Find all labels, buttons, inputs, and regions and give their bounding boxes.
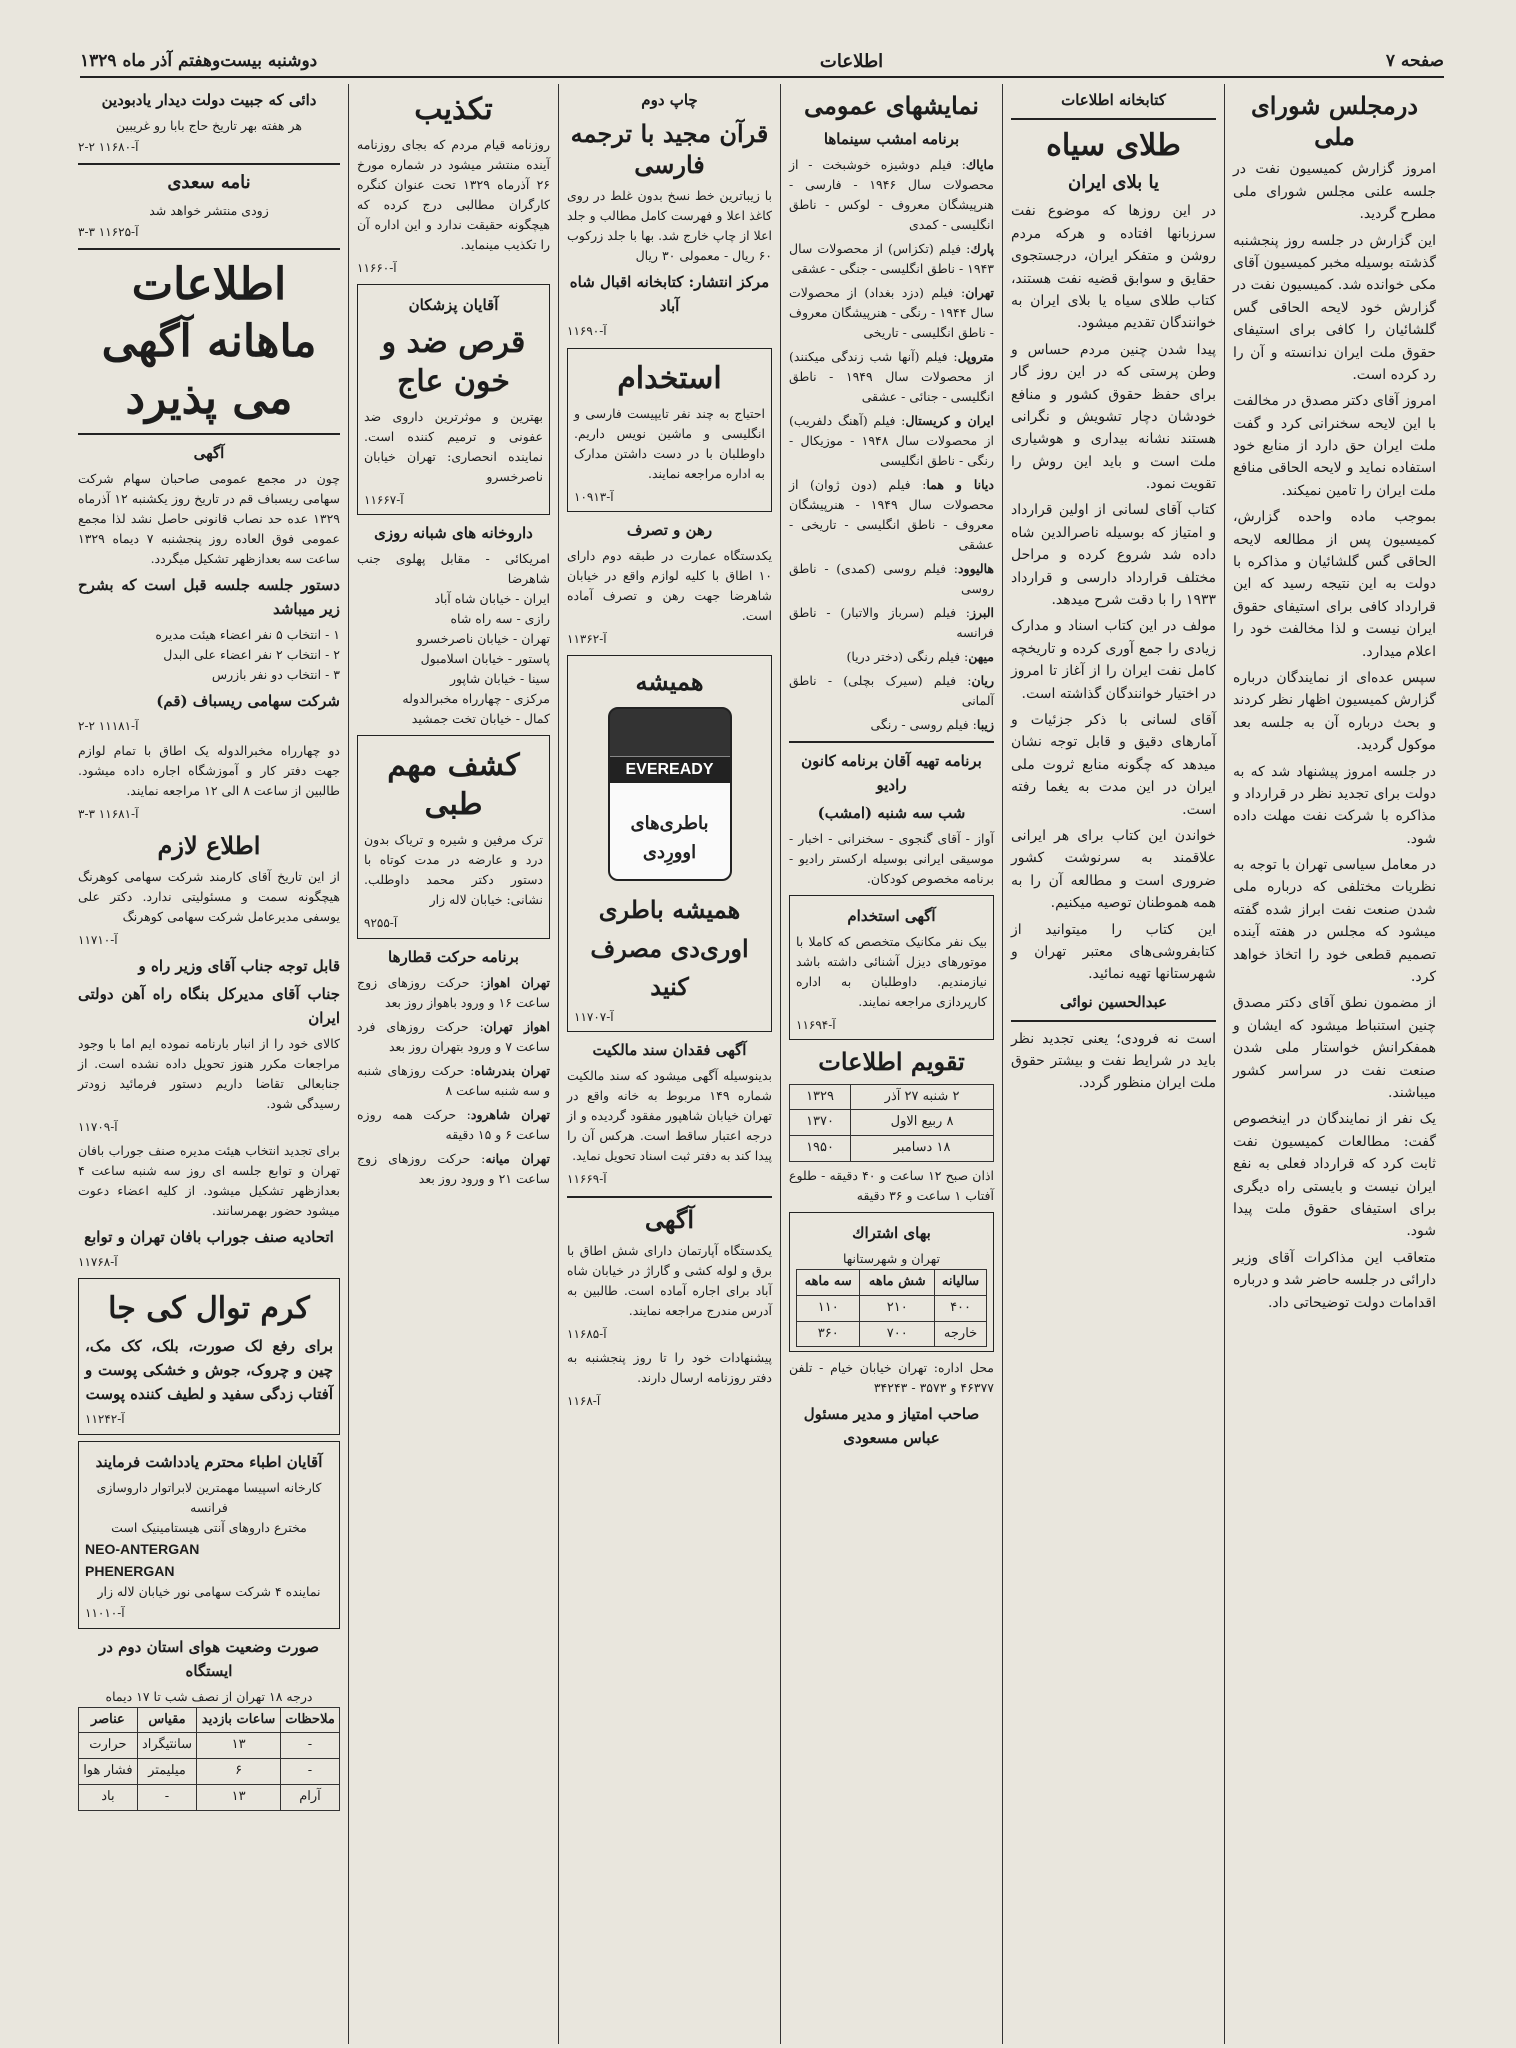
condolence-subtitle: هر هفته بهر تاریخ حاج بابا رو غریبین bbox=[116, 118, 302, 133]
ad-reference: آ-۱۱۶۸۰ ۲-۲ bbox=[78, 140, 139, 154]
pharmacies-title: داروخانه های شبانه روزی bbox=[374, 524, 533, 543]
agenda-title: دستور جلسه جلسه قبل است که بشرح زیر میباشد bbox=[78, 576, 340, 619]
cinema-item: تهران: فیلم (دزد بغداد) از محصولات سال ۱۹۴۴ - رنگی - هنرپیشگان معروف - ناطق انگلیسی - تاریخی bbox=[789, 285, 994, 341]
book-paragraph: این کتاب را میتوانید از کتابفروشی‌های معتبر تهران و شهرستانها تهیه نمائید. bbox=[1011, 921, 1216, 983]
cinema-item: میهن: فیلم رنگی (دختر دریا) bbox=[846, 649, 994, 665]
pharma-ad bbox=[78, 1441, 340, 1629]
saadi-text: زودی منتشر خواهد شد bbox=[149, 202, 269, 218]
list-item: کمال - خیابان تخت جمشید bbox=[411, 711, 550, 727]
ad-reference: آ-۱۱۶۶۹ bbox=[567, 1172, 607, 1187]
notice-title: آگهی bbox=[644, 1204, 695, 1234]
book-paragraph: خواندن این کتاب برای هر ایرانی علاقمند به سرنوشت کشور ضروری است و مطالعه آن را به همه هموطنان توصیه میکنیم. bbox=[1011, 827, 1216, 912]
table-row: ۸ ربیع الاول ۱۳۷۰ bbox=[790, 1110, 994, 1136]
book-title: طلای سیاه bbox=[1046, 128, 1181, 163]
discovery-title: کشف مهم طبی bbox=[387, 748, 520, 823]
list-item: ۱ - انتخاب ۵ نفر اعضاء هیئت مدیره bbox=[155, 627, 340, 643]
hire-ad-box bbox=[789, 895, 994, 1040]
cinema-name: ماياك bbox=[965, 157, 994, 173]
discovery-ad bbox=[357, 735, 550, 938]
cinema-name: ریان bbox=[971, 673, 995, 689]
cinema-name: تهران bbox=[965, 285, 994, 301]
ad-reference: آ-۱۱۲۴۲ bbox=[85, 1412, 125, 1427]
table-row: - ۶ میلیمتر فشار هوا bbox=[79, 1759, 340, 1785]
divider bbox=[1011, 118, 1216, 120]
divider bbox=[789, 741, 994, 743]
cinema-item: متروپل: فیلم (آنها شب زندگی میکنند) از محصولات سال ۱۹۴۹ - ناطق انگلیسی - جنائی - عشقی bbox=[789, 349, 995, 405]
cinemas-title: نمایشهای عمومی bbox=[804, 91, 979, 120]
list-item: پاستور - خیابان اسلامبول bbox=[420, 651, 550, 667]
cinema-name: هالیوود bbox=[957, 561, 995, 577]
list-item: سینا - خیابان شاپور bbox=[450, 671, 550, 687]
column-book bbox=[1002, 84, 1224, 2044]
cinema-item: ریان: فیلم (سیرک بچلی) - ناطق آلمانی bbox=[789, 673, 995, 709]
date-line: دوشنبه بیست‌وهفتم آذر ماه ۱۳۲۹ bbox=[80, 51, 318, 71]
table-row: ۴۰۰ ۲۱۰ ۱۱۰ bbox=[797, 1295, 987, 1321]
cinema-item: زیبا: فیلم روسی - رنگی bbox=[870, 717, 994, 733]
cinema-name: ایران و کریستال bbox=[905, 413, 995, 429]
battery-label: باطری‌های اوورِدی bbox=[630, 813, 709, 862]
ad-reference: آ-۱۱۶۲۵ ۳-۳ bbox=[78, 224, 139, 239]
tablet-ad-text: بهترین و موثرترین داروی ضد عفونی و ترمیم کننده است. نماینده انحصاری: تهران خیابان ناصرخسرو bbox=[364, 409, 543, 485]
calendar-title: تقویم اطلاعات bbox=[818, 1047, 965, 1077]
ad-reference: آ-۱۱۶۹۰ bbox=[567, 324, 607, 339]
subscription-subtitle: تهران و شهرستانها bbox=[842, 1250, 940, 1266]
train-item: تهران بندرشاه: حرکت روزهای شنبه و سه شنبه ساعت ۸ bbox=[357, 1062, 551, 1098]
train-route: تهران شاهرود bbox=[470, 1106, 550, 1122]
ad-reference: آ-۹۲۵۵ bbox=[364, 916, 398, 931]
list-item: تهران - خیابان ناصرخسرو bbox=[416, 631, 550, 647]
pharmacy-list bbox=[357, 549, 550, 729]
parliament-paragraph: این گزارش در جلسه روز پنجشنبه گذشته بوسیله مخبر کمیسیون آقای مکی خوانده شد. کمیسیون نفت در گزارش خود لایحه الحاقی گس گلشائیان را کافی برای استیفای حقوق ملت ایران ندانسته و آن را رد کرده است. bbox=[1233, 232, 1436, 383]
required-title: اطلاع لازم bbox=[157, 830, 261, 860]
train-item: تهران شاهرود: حرکت همه روزه ساعت ۶ و ۱۵ دقیقه bbox=[357, 1106, 550, 1142]
parliament-paragraph: متعاقب این مذاکرات آقای وزیر دارائی در جلسه حاضر شد و درباره اقدامات دولت توضیحاتی داد. bbox=[1233, 1249, 1436, 1311]
masthead bbox=[80, 46, 1444, 78]
ad-reference: آ-۱۱۶۶۰ bbox=[357, 261, 397, 275]
cream-title: کرم توال کی جا bbox=[108, 1291, 310, 1327]
pharma-line: مخترع داروهای آنتی هیستامینیک است bbox=[111, 1519, 307, 1535]
cinema-list bbox=[789, 155, 994, 735]
hire-title: استخدام bbox=[617, 360, 722, 396]
quran-center: مرکز انتشار: کتابخانه اقبال شاه آباد bbox=[569, 273, 770, 316]
ad-reference: آ-۱۱۶۸۵ bbox=[567, 1326, 607, 1341]
paper-name: اطلاعات bbox=[819, 50, 884, 72]
drug-name: PHENERGAN bbox=[85, 1563, 175, 1580]
train-route: تهران میانه bbox=[485, 1150, 550, 1166]
ad-reference: آ-۱۱۶۹۴ bbox=[796, 1018, 836, 1033]
column-ads-middle bbox=[558, 84, 780, 2044]
table-row: ۱۸ دسامبر ۱۹۵۰ bbox=[790, 1136, 994, 1162]
quran-text: با زیباترین خط نسخ بدون غلط در روی کاغذ اعلا و فهرست کامل مطالب و جلد اعلا از چاپ خارج شد. بها با جلد زرکوب ۶۰ ریال - معمولی ۳۰ ریال bbox=[567, 188, 772, 264]
sale-text: یکدستگاه عمارت در طبقه دوم دارای ۱۰ اطاق با کلیه لوازم واقع در خیابان شاهرضا جهت رهن و تصرف آماده است. bbox=[567, 547, 772, 623]
hire-text: احتیاج به چند نفر تایپیست فارسی و انگلیسی و ماشین نویس داریم. داوطلبان با در دست داشتن مدارک به اداره مراجعه نمایند. bbox=[574, 405, 765, 481]
notice-text: چون در مجمع عمومی صاحبان سهام شرکت سهامی ریسباف قم در تاریخ روز یکشنبه ۱۲ آذرماه ۱۳۲۹ عده حد نصاب قانونی حاصل نشد لذا مجمع عمومی فوق العاده روز پنجشنبه ۷ دیماه ۱۳۲۹ ساعت سه بعدازظهر تشکیل میگردد. bbox=[78, 471, 340, 567]
table-row: ملاحظات ساعات بازدید مقیاس عناصر bbox=[79, 1707, 340, 1733]
ad-reference: آ-۱۱۷۰۹ bbox=[78, 1120, 118, 1135]
cinema-name: میهن bbox=[968, 649, 994, 665]
quran-title: قرآن مجید با ترجمه فارسی bbox=[570, 119, 769, 180]
cinema-name: دیانا و هما bbox=[926, 477, 994, 493]
table-row: خارجه ۷۰۰ ۳۶۰ bbox=[797, 1321, 987, 1347]
train-item: اهواز تهران: حرکت روزهای فرد ساعت ۷ و ورود بتهران روز بعد bbox=[357, 1018, 550, 1054]
cinema-info: فیلم روسی (کمدی) - ناطق روسی bbox=[789, 561, 994, 597]
calendar-note: اذان صبح ۱۲ ساعت و ۴۰ دقیقه - طلوع آفتاب ۱ ساعت و ۳۶ دقیقه bbox=[789, 1167, 994, 1203]
drug-name: NEO-ANTERGAN bbox=[85, 1540, 200, 1557]
cinema-info: فیلم (سیرک بچلی) - ناطق آلمانی bbox=[789, 673, 994, 709]
cream-ad bbox=[78, 1278, 340, 1434]
parliament-paragraph: از مضمون نطق آقای دکتر مصدق چنین استنباط میشود که ایشان و همفکرانش خواستار ملی شدن صنعت نفت در سراسر کشور میباشند. bbox=[1233, 995, 1436, 1101]
table-row: - ۱۳ سانتیگراد حرارت bbox=[79, 1733, 340, 1759]
cinema-name: متروپل bbox=[957, 349, 995, 365]
train-info: حرکت روزهای زوج ساعت ۲۱ و ورود روز بعد bbox=[357, 1150, 550, 1186]
column-notices bbox=[348, 84, 558, 2044]
column-classifieds bbox=[70, 84, 348, 2044]
hire-box bbox=[567, 348, 772, 512]
ad-reference: آ-۱۰۹۱۳ bbox=[574, 489, 614, 504]
radio-text: آواز - آقای گنجوی - سخنرانی - اخبار - موسیقی ایرانی بوسیله ارکستر رادیو - برنامه مخصوص کودکان. bbox=[789, 831, 994, 887]
company-name: شرکت سهامی ریسباف (قم) bbox=[156, 692, 340, 711]
weather-subtitle: درجه ۱۸ تهران از نصف شب تا ۱۷ دیماه bbox=[105, 1688, 313, 1704]
book-paragraph: پیدا شدن چنین مردم حساس و وطن پرستی که در این روز گار برای حفظ حقوق کشور و منافع خودشان دچار تشویش و نگرانی هستند نشانه بیداری و هوشیاری ملت است و باید این روش را تقویت نمود. bbox=[1011, 341, 1216, 493]
cinema-item: البرز: فیلم (سرباز والاتبار) - ناطق فرانسه bbox=[789, 605, 994, 641]
hire-ad-title: آگهی استخدام bbox=[847, 907, 936, 926]
cinema-info: فیلم (آنها شب زندگی میکنند) از محصولات سال ۱۹۴۹ - ناطق انگلیسی - جنائی - عشقی bbox=[789, 349, 994, 405]
parliament-paragraph: امروز آقای دکتر مصدق در مخالفت با این لایحه سخنرانی کرد و گفت ملت ایران حق دارد از منابع خود استفاده نماید و لایحه الحاقی منافع ملت ایران را تامین نمیکند. bbox=[1233, 393, 1436, 499]
table-row: ۲ شنبه ۲۷ آذر ۱۳۲۹ bbox=[790, 1084, 994, 1110]
ad-reference: آ-۱۱۶۶۷ bbox=[364, 493, 404, 508]
cinema-name: البرز bbox=[970, 605, 994, 621]
radio-subtitle: شب سه شنبه (امشب) bbox=[817, 804, 966, 823]
battery-ad bbox=[567, 655, 772, 1033]
cinema-item: ایران و کریستال: فیلم (آهنگ دلفریب) از محصولات سال ۱۹۴۸ - موزیکال - رنگی - ناطق انگلیسی bbox=[789, 413, 995, 469]
address-text: محل اداره: تهران خیابان خیام - تلفن ۴۶۳۷۷ و ۳۵۷۳ - ۳۴۲۴۳ bbox=[789, 1360, 994, 1396]
lost-deed-title: آگهی فقدان سند مالکیت bbox=[592, 1041, 747, 1060]
cinema-info: فیلم (تکزاس) از محصولات سال ۱۹۴۳ - ناطق انگلیسی - جنگی - عشقی bbox=[789, 241, 994, 277]
condolence-title: دائی که جبیت دولت دیدار یادبودین bbox=[101, 91, 317, 109]
ad-reference: آ-۱۱۳۶۲ bbox=[567, 631, 607, 646]
lost-deed-text: بدینوسیله آگهی میشود که سند مالکیت شماره ۱۴۹ مربوط به خانه واقع در تهران خیابان شاهپور مفقود گردیده و از درجه اعتبار ساقط است. هرکس آن را پیدا کند به دفتر ثبت اسناد تحویل نماید. bbox=[567, 1068, 772, 1164]
train-schedule bbox=[357, 973, 550, 1189]
quran-print-line: چاپ دوم bbox=[641, 91, 698, 109]
train-info: حرکت همه روزه ساعت ۶ و ۱۵ دقیقه bbox=[357, 1106, 550, 1142]
battery-illustration bbox=[608, 707, 732, 881]
notice-title: آگهی bbox=[193, 444, 225, 463]
cinema-name: پارك bbox=[970, 241, 994, 257]
train-info: حرکت روزهای فرد ساعت ۷ و ورود بتهران روز بعد bbox=[357, 1018, 550, 1054]
hire-ad-text: بیک نفر مکانیک متخصص که کاملا با موتورهای دیزل آشنائی داشته باشد نیازمندیم. داوطلبان به اداره کارپردازی مراجعه نمایند. bbox=[796, 934, 987, 1010]
train-route: تهران بندرشاه bbox=[474, 1062, 551, 1078]
misc-text: دو چهارراه مخبرالدوله یک اطاق با تمام لوازم جهت دفتر کار و آموزشگاه اجاره داده میشود. طالبین از ساعت ۸ الی ۱۲ مراجعه نمایند. bbox=[78, 742, 340, 798]
train-info: حرکت روزهای زوج ساعت ۱۶ و ورود باهواز روز بعد bbox=[357, 974, 550, 1010]
cinema-info: فیلم (آهنگ دلفریب) از محصولات سال ۱۹۴۸ - موزیکال - رنگی - ناطق انگلیسی bbox=[789, 413, 994, 469]
parliament-paragraph: امروز گزارش کمیسیون نفت در جلسه علنی مجلس شورای ملی مطرح گردید. bbox=[1233, 161, 1436, 223]
battery-brand: EVEREADY bbox=[610, 757, 730, 783]
denial-text: روزنامه قیام مردم که بجای روزنامه آینده منتشر میشود در شماره مورخ ۲۶ آذرماه ۱۳۲۹ تحت عنوان کنگره کارگران مطالبی درج کرده که هیچگونه حقیقت ندارد و این اداره آن را تکذیب مینماید. bbox=[357, 137, 551, 252]
attention-text: کالای خود را از انبار بارنامه نموده ایم اما با وجود مراجعات مکرر هنوز تحویل داده نشده است. از جنابعالی تقاضا داریم دستور فرمائید زودتر رسیدگی شود. bbox=[78, 1036, 340, 1112]
cinema-item: دیانا و هما: فیلم (دون ژوان) از محصولات سال ۱۹۴۹ - هنرپیشگان معروف - ناطق انگلیسی - تاریخی - عشقی bbox=[789, 477, 994, 553]
list-item: رازی - سه راه شاه bbox=[450, 611, 550, 627]
ad-reference: آ-۱۱۷۰۷ bbox=[574, 1010, 614, 1025]
pharma-agent: نماینده ۴ شرکت سهامی نور خیابان لاله زار bbox=[97, 1584, 321, 1600]
agenda-list bbox=[78, 625, 340, 685]
union-signature: اتحادیه صنف جوراب بافان تهران و توابع bbox=[84, 1228, 334, 1247]
subscription-title: بهای اشتراك bbox=[852, 1223, 931, 1242]
tablet-ad-title: قرص ضد و خون عاج bbox=[381, 325, 526, 400]
notice-text: یکدستگاه آپارتمان دارای شش اطاق با برق و لوله کشی و گاراژ در خیابان شاه آباد برای اجاره آماده است. طالبین به آدرس مندرج مراجعه نمایند. bbox=[567, 1242, 772, 1318]
list-item: ۲ - انتخاب ۲ نفر اعضاء علی البدل bbox=[163, 647, 340, 663]
book-paragraph: آقای لسانی با ذکر جزئیات و آمارهای دقیق و قابل توجه نشان میدهد که چگونه منابع ثروت ملی ایران در این مدت به یغما رفته است. bbox=[1011, 711, 1216, 818]
notice-text: پیشنهادات خود را تا روز پنجشنبه به دفتر روزنامه ارسال دارند. bbox=[567, 1350, 772, 1386]
union-text: برای تجدید انتخاب هیئت مدیره صنف جوراب بافان تهران و توابع جلسه ای روز سه شنبه ساعت ۴ بعدازظهر تشکیل میشود. از کلیه اعضاء دعوت میشود حضور بهمرسانند. bbox=[78, 1143, 340, 1219]
table-row: آرام ۱۳ - باد bbox=[79, 1785, 340, 1811]
subscription-box bbox=[789, 1212, 994, 1352]
pharma-title: آقایان اطباء محترم یادداشت فرمایند bbox=[95, 1452, 323, 1471]
cinema-info: فیلم دوشیزه خوشبخت - از محصولات سال ۱۹۴۶ - فارسی - هنرپیشگان معروف - لوکس - ناطق انگلیسی - کمدی bbox=[789, 157, 994, 233]
cinema-item: پارك: فیلم (تکزاس) از محصولات سال ۱۹۴۳ - ناطق انگلیسی - جنگی - عشقی bbox=[789, 241, 994, 277]
train-route: اهواز تهران bbox=[483, 1018, 550, 1034]
ad-reference: آ-۱۱۰۱۰ bbox=[85, 1606, 125, 1621]
book-subtitle: یا بلای ایران bbox=[1067, 172, 1160, 193]
list-item: امریکائی - مقابل پهلوی جنب شاهرضا bbox=[357, 551, 550, 587]
parliament-title: درمجلس شورای ملی bbox=[1250, 91, 1419, 152]
ad-reference: آ-۱۱۷۶۸ bbox=[78, 1255, 118, 1270]
radio-title: برنامه تهیه آقان برنامه کانون رادیو bbox=[801, 752, 982, 795]
attention-title: قابل توجه جناب آقای وزیر راه و bbox=[138, 957, 340, 976]
tablet-ad bbox=[357, 284, 550, 515]
ad-reference: آ-۱۱۱۸۱ ۲-۲ bbox=[78, 719, 139, 734]
divider bbox=[1011, 1020, 1216, 1022]
discovery-text: ترک مرفین و شیره و تریاک بدون درد و عارضه در مدت کوتاه با دستور دکتر محمد داوطلب. نشانی: خیابان لاله زار bbox=[364, 832, 543, 908]
parliament-paragraph: یک نفر از نمایندگان در اینخصوص گفت: مطالعات کمیسیون نفت ثابت کرد که قرارداد فعلی به نفع ایران نیست و بایستی راه دیگری برای استیفای حقوق ملت پیدا شود. bbox=[1233, 1111, 1436, 1240]
cinema-item: ماياك: فیلم دوشیزه خوشبخت - از محصولات سال ۱۹۴۶ - فارسی - هنرپیشگان معروف - لوکس - ناطق انگلیسی - کمدی bbox=[789, 157, 994, 233]
sale-title: رهن و تصرف bbox=[626, 520, 713, 539]
editor-line: صاحب امتیاز و مدیر مسئول عباس مسعودی bbox=[803, 1405, 980, 1448]
cinema-info: فیلم (دون ژوان) از محصولات سال ۱۹۴۹ - هنرپیشگان معروف - ناطق انگلیسی - تاریخی - عشقی bbox=[789, 477, 994, 553]
book-paragraph: مولف در این کتاب اسناد و مدارک زیادی را جمع آوری کرده و تاریخچه کامل نفت ایران را از آغاز تا امروز در اختیار خوانندگان گذاشته است. bbox=[1011, 618, 1216, 702]
weather-title: صورت وضعیت هوای استان دوم در ایستگاه bbox=[99, 1637, 319, 1680]
book-signature: عبدالحسین نوائی bbox=[1059, 992, 1168, 1011]
book-paragraph: است نه فرودی؛ یعنی تجدید نظر باید در شرایط نفت و بیشتر حقوق ملت ایران منظور گردد. bbox=[1011, 1030, 1216, 1092]
divider bbox=[78, 163, 340, 165]
weather-table bbox=[78, 1707, 340, 1811]
saadi-title: نامه سعدی bbox=[167, 172, 251, 194]
cinema-info: فیلم روسی - رنگی bbox=[870, 717, 969, 733]
battery-kicker: همیشه bbox=[635, 666, 704, 696]
tablet-ad-kicker: آقایان پزشکان bbox=[408, 296, 499, 315]
column-cinemas bbox=[780, 84, 1002, 2044]
cream-text: برای رفع لک صورت، بلک، کک مک، چین و چروک، جوش و خشکی پوست و آفتاب زدگی سفید و لطیف کننده پوست bbox=[85, 1337, 333, 1404]
pharma-subtitle: کارخانه اسپیسا مهمترین لابراتوار داروسازی فرانسه bbox=[96, 1479, 322, 1515]
train-item: تهران میانه: حرکت روزهای زوج ساعت ۲۱ و ورود روز بعد bbox=[357, 1150, 550, 1186]
cinema-item: هالیوود: فیلم روسی (کمدی) - ناطق روسی bbox=[789, 561, 995, 597]
attention-subtitle: جناب آقای مدیرکل بنگاه راه آهن دولتی ایران bbox=[78, 985, 340, 1028]
list-item: ایران - خیابان شاه آباد bbox=[434, 591, 550, 607]
ad-reference: آ-۱۱۶۸۱ ۳-۳ bbox=[78, 806, 139, 821]
divider bbox=[567, 1196, 772, 1198]
book-paragraph: در این روزها که موضوع نفت سرزبانها افتاده و هرکه مردم روشن و متفکر ایران، درجستجوی حقایق و سوابق قضیه نفت هستند، کتاب طلای سیاه یا بلای ایران به خوانندگان تقدیم میشود. bbox=[1011, 203, 1216, 332]
cinema-name: زیبا bbox=[976, 717, 994, 733]
monthly-ads-banner: اطلاعات ماهانه آگهی می پذیرد bbox=[101, 258, 317, 425]
book-paragraph: کتاب آقای لسانی از اولین قرارداد و امتیاز که بوسیله ناصرالدین شاه داده شد شروع کرده و مراحل مختلف قرارداد دارسی و قرارداد ۱۹۳۳ را با دقت شرح میدهد. bbox=[1011, 502, 1216, 609]
calendar-table bbox=[789, 1084, 994, 1162]
divider bbox=[78, 433, 340, 435]
ad-reference: آ-۱۱۷۱۰ bbox=[78, 932, 118, 947]
trains-title: برنامه حرکت قطارها bbox=[388, 947, 519, 966]
cinema-info: فیلم (سرباز والاتبار) - ناطق فرانسه bbox=[789, 605, 994, 641]
cinema-info: فیلم رنگی (دختر دریا) bbox=[846, 649, 961, 665]
train-route: تهران اهواز bbox=[484, 974, 551, 990]
subscription-table bbox=[796, 1269, 987, 1347]
parliament-paragraph: در معامل سیاسی تهران با توجه به نظریات مختلفی که درباره ملی شدن صنعت نفت ابراز شده گفته میشود که مجلس در هفته آینده تصمیم قطعی خود را اتخاذ خواهد کرد. bbox=[1233, 857, 1436, 986]
column-parliament bbox=[1224, 84, 1444, 2044]
parliament-paragraph: سپس عده‌ای از نمایندگان درباره گزارش کمیسیون اظهار نظر کردند و بحث درباره آن به جلسه بعد موکول گردید. bbox=[1233, 669, 1436, 754]
battery-slogan: همیشه باطری اوری‌دی مصرف کنید bbox=[590, 895, 749, 1001]
parliament-paragraph: بموجب ماده واحده گزارش، کمیسیون پس از مطالعه لایحه الحاقی گس گلشائیان و مذاکره با دولت به این نتیجه رسید که این قرارداد کافی برای استیفای حقوق ایران نیست و لذا مخالفت خود را اعلام میدارد. bbox=[1233, 509, 1436, 660]
table-row: سالیانه شش ماهه سه ماهه bbox=[797, 1269, 987, 1295]
ad-reference: آ-۱۱۶۸ bbox=[567, 1394, 601, 1409]
train-item: تهران اهواز: حرکت روزهای زوج ساعت ۱۶ و ورود باهواز روز بعد bbox=[357, 974, 551, 1010]
denial-title: تکذیب bbox=[414, 92, 493, 127]
required-text: از این تاریخ آقای کارمند شرکت سهامی کوهرنگ هیچگونه سمت و مسئولیتی ندارد. دکتر علی یوسفی مدیرعامل شرکت سهامی کوهرنگ bbox=[78, 868, 340, 924]
list-item: ۳ - انتخاب دو نفر بازرس bbox=[211, 667, 340, 683]
train-info: حرکت روزهای شنبه و سه شنبه ساعت ۸ bbox=[357, 1062, 550, 1098]
cinemas-program-title: برنامه امشب سینماها bbox=[823, 130, 960, 149]
book-kicker: کتابخانه اطلاعات bbox=[1061, 91, 1166, 109]
list-item: مرکزی - چهارراه مخبرالدوله bbox=[402, 691, 550, 707]
parliament-paragraph: در جلسه امروز پیشنهاد شد که به دولت برای تجدید نظر در قرارداد و مذاکره با شرکت نفت مهلت داده شود. bbox=[1233, 763, 1436, 847]
divider bbox=[78, 248, 340, 250]
cinema-info: فیلم (دزد بغداد) از محصولات سال ۱۹۴۴ - رنگی - هنرپیشگان معروف - ناطق انگلیسی - تاریخی bbox=[789, 285, 994, 341]
page-number: صفحه ۷ bbox=[1385, 51, 1444, 71]
